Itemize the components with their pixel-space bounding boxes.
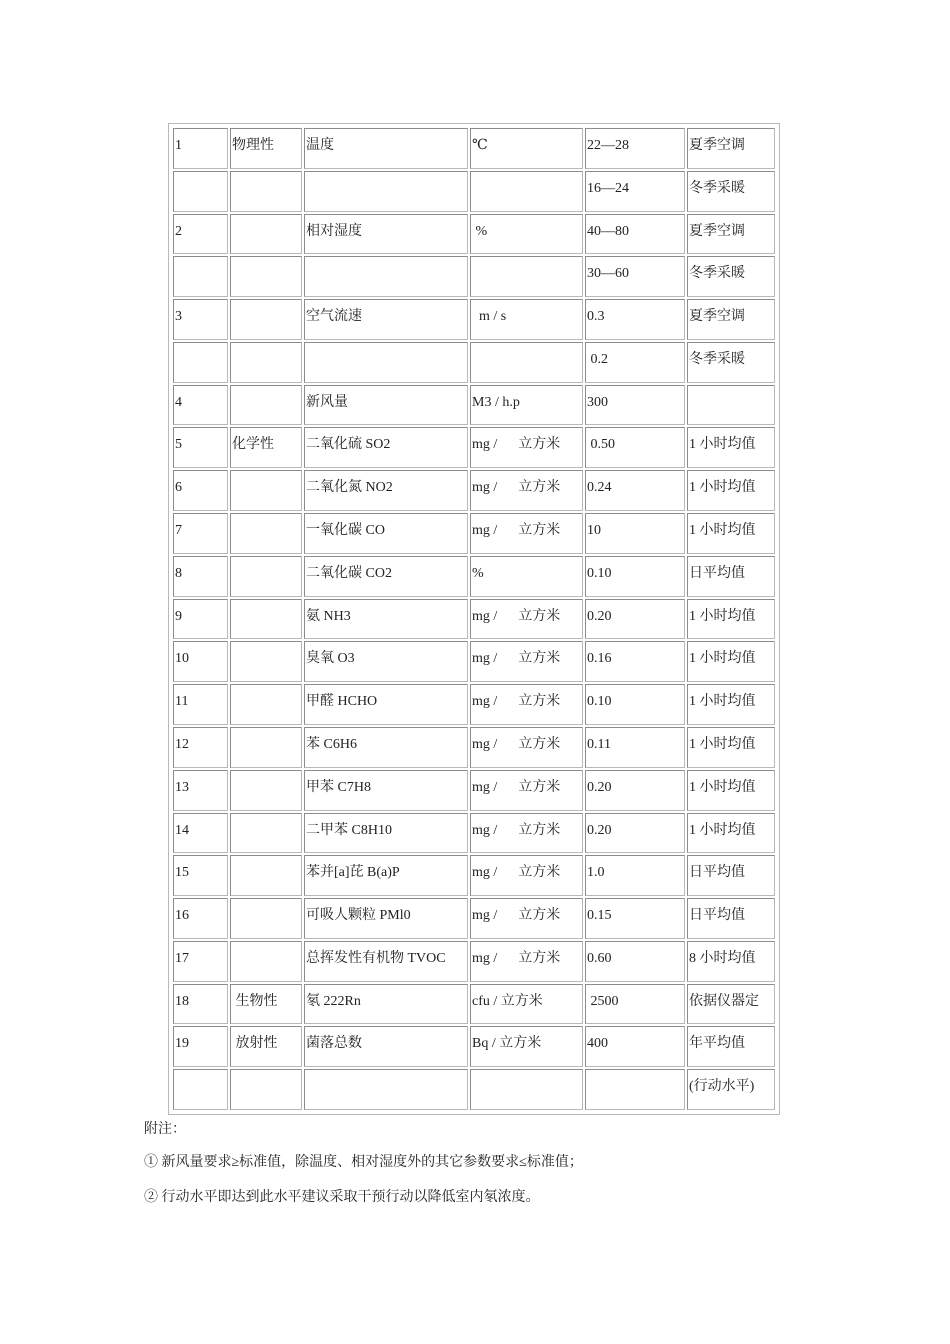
table-cell: 甲醛 HCHO bbox=[304, 684, 468, 725]
table-cell: (行动水平) bbox=[687, 1069, 775, 1110]
table-cell: 1 小时均值 bbox=[687, 641, 775, 682]
table-row bbox=[173, 599, 775, 640]
table-cell: 8 小时均值 bbox=[687, 941, 775, 982]
table-cell: 1 小时均值 bbox=[687, 770, 775, 811]
table-cell: mg / 立方米 bbox=[470, 641, 583, 682]
table-body bbox=[173, 128, 775, 1110]
table-cell: 0.24 bbox=[585, 470, 685, 511]
table-cell: 0.11 bbox=[585, 727, 685, 768]
table-cell: 日平均值 bbox=[687, 855, 775, 896]
table-row bbox=[173, 941, 775, 982]
table-cell: 0.3 bbox=[585, 299, 685, 340]
table-cell: 氡 222Rn bbox=[304, 984, 468, 1025]
table-cell: 臭氧 O3 bbox=[304, 641, 468, 682]
table-cell bbox=[230, 727, 302, 768]
table-cell: 30—60 bbox=[585, 256, 685, 297]
table-cell: 夏季空调 bbox=[687, 299, 775, 340]
table-row bbox=[173, 898, 775, 939]
table-row bbox=[173, 171, 775, 212]
table-cell: 冬季采暖 bbox=[687, 342, 775, 383]
table-cell: 16 bbox=[173, 898, 228, 939]
table-cell: 5 bbox=[173, 427, 228, 468]
table-cell: 年平均值 bbox=[687, 1026, 775, 1067]
table-cell bbox=[230, 855, 302, 896]
table-row bbox=[173, 256, 775, 297]
table-cell: 1 小时均值 bbox=[687, 513, 775, 554]
table-cell: 40—80 bbox=[585, 214, 685, 255]
table-cell bbox=[230, 1069, 302, 1110]
table-cell: 17 bbox=[173, 941, 228, 982]
table-cell bbox=[304, 256, 468, 297]
table-cell: 7 bbox=[173, 513, 228, 554]
table-cell: 0.10 bbox=[585, 556, 685, 597]
table-cell bbox=[230, 813, 302, 854]
table-cell: 6 bbox=[173, 470, 228, 511]
table-cell bbox=[230, 342, 302, 383]
table-cell: 夏季空调 bbox=[687, 128, 775, 169]
table-cell: cfu / 立方米 bbox=[470, 984, 583, 1025]
table-cell: 1.0 bbox=[585, 855, 685, 896]
table-cell bbox=[230, 684, 302, 725]
table-cell: 19 bbox=[173, 1026, 228, 1067]
table-cell bbox=[173, 342, 228, 383]
table-cell: 1 小时均值 bbox=[687, 599, 775, 640]
table-cell: 0.20 bbox=[585, 813, 685, 854]
table-cell: M3 / h.p bbox=[470, 385, 583, 426]
table-cell: 空气流速 bbox=[304, 299, 468, 340]
table-cell: mg / 立方米 bbox=[470, 470, 583, 511]
table-cell bbox=[230, 513, 302, 554]
table-cell: 化学性 bbox=[230, 427, 302, 468]
table-cell: 0.20 bbox=[585, 599, 685, 640]
table-cell bbox=[470, 342, 583, 383]
table-cell: 依据仪器定 bbox=[687, 984, 775, 1025]
table-cell: 氨 NH3 bbox=[304, 599, 468, 640]
table-cell: 二氧化硫 SO2 bbox=[304, 427, 468, 468]
table-cell: 8 bbox=[173, 556, 228, 597]
table-cell bbox=[173, 256, 228, 297]
table-cell: mg / 立方米 bbox=[470, 941, 583, 982]
table-cell: 二氧化氮 NO2 bbox=[304, 470, 468, 511]
table-cell: 夏季空调 bbox=[687, 214, 775, 255]
table-cell bbox=[230, 770, 302, 811]
table-cell: 总挥发性有机物 TVOC bbox=[304, 941, 468, 982]
table-cell bbox=[173, 171, 228, 212]
table-row bbox=[173, 984, 775, 1025]
table-cell: mg / 立方米 bbox=[470, 684, 583, 725]
table-cell: 300 bbox=[585, 385, 685, 426]
table-cell: 0.10 bbox=[585, 684, 685, 725]
table-cell: 1 小时均值 bbox=[687, 427, 775, 468]
table-cell bbox=[470, 171, 583, 212]
table-cell: 0.15 bbox=[585, 898, 685, 939]
table-cell: mg / 立方米 bbox=[470, 855, 583, 896]
table-cell: 苯 C6H6 bbox=[304, 727, 468, 768]
table-cell bbox=[173, 1069, 228, 1110]
table-row bbox=[173, 385, 775, 426]
table-cell: 甲苯 C7H8 bbox=[304, 770, 468, 811]
table-cell: 1 小时均值 bbox=[687, 727, 775, 768]
table-row bbox=[173, 684, 775, 725]
table-cell bbox=[585, 1069, 685, 1110]
table-cell bbox=[304, 171, 468, 212]
table-cell: 4 bbox=[173, 385, 228, 426]
table-cell bbox=[230, 171, 302, 212]
table-row bbox=[173, 813, 775, 854]
table-cell bbox=[230, 299, 302, 340]
table-cell: 一氧化碳 CO bbox=[304, 513, 468, 554]
table-cell: 2500 bbox=[585, 984, 685, 1025]
table-cell: 新风量 bbox=[304, 385, 468, 426]
table-row bbox=[173, 1069, 775, 1110]
table-cell: 菌落总数 bbox=[304, 1026, 468, 1067]
table-cell: 日平均值 bbox=[687, 898, 775, 939]
table-cell: 400 bbox=[585, 1026, 685, 1067]
table-cell: 15 bbox=[173, 855, 228, 896]
table-cell bbox=[304, 342, 468, 383]
table-cell: 14 bbox=[173, 813, 228, 854]
table-cell: 12 bbox=[173, 727, 228, 768]
table-cell: Bq / 立方米 bbox=[470, 1026, 583, 1067]
table-cell bbox=[230, 599, 302, 640]
table-cell: 1 小时均值 bbox=[687, 684, 775, 725]
table-cell: 9 bbox=[173, 599, 228, 640]
table-cell: 可吸人颗粒 PMl0 bbox=[304, 898, 468, 939]
table-cell: 2 bbox=[173, 214, 228, 255]
table-cell bbox=[230, 385, 302, 426]
notes-heading: 附注： bbox=[144, 1122, 186, 1137]
table-cell: 二氧化碳 CO2 bbox=[304, 556, 468, 597]
table-cell: 温度 bbox=[304, 128, 468, 169]
table-cell bbox=[687, 385, 775, 426]
table-cell: 放射性 bbox=[230, 1026, 302, 1067]
table-cell bbox=[230, 556, 302, 597]
table-cell bbox=[230, 256, 302, 297]
table-cell: 0.50 bbox=[585, 427, 685, 468]
table-row bbox=[173, 727, 775, 768]
table-row bbox=[173, 641, 775, 682]
table-cell bbox=[304, 1069, 468, 1110]
table-row bbox=[173, 128, 775, 169]
table-cell bbox=[230, 941, 302, 982]
table-cell bbox=[230, 214, 302, 255]
table-row bbox=[173, 214, 775, 255]
table-cell: 0.16 bbox=[585, 641, 685, 682]
table-cell: 相对湿度 bbox=[304, 214, 468, 255]
table-cell: 日平均值 bbox=[687, 556, 775, 597]
table-cell: % bbox=[470, 556, 583, 597]
table-cell: mg / 立方米 bbox=[470, 727, 583, 768]
table-cell: 生物性 bbox=[230, 984, 302, 1025]
table-cell: 16—24 bbox=[585, 171, 685, 212]
table-cell: 10 bbox=[585, 513, 685, 554]
table-cell bbox=[230, 898, 302, 939]
standards-table-frame bbox=[168, 123, 780, 1115]
table-cell: 1 小时均值 bbox=[687, 470, 775, 511]
standards-table bbox=[171, 126, 777, 1112]
table-cell: mg / 立方米 bbox=[470, 513, 583, 554]
note-item-1: ① 新风量要求≥标准值，除温度、相对湿度外的其它参数要求≤标准值； bbox=[144, 1155, 583, 1170]
table-cell: 10 bbox=[173, 641, 228, 682]
table-cell: 3 bbox=[173, 299, 228, 340]
table-cell bbox=[230, 641, 302, 682]
table-row bbox=[173, 427, 775, 468]
table-row bbox=[173, 855, 775, 896]
table-cell: 苯并[a]芘 B(a)P bbox=[304, 855, 468, 896]
table-cell: 18 bbox=[173, 984, 228, 1025]
table-cell: 1 小时均值 bbox=[687, 813, 775, 854]
table-cell: 冬季采暖 bbox=[687, 256, 775, 297]
table-cell bbox=[230, 470, 302, 511]
table-row bbox=[173, 1026, 775, 1067]
table-cell: mg / 立方米 bbox=[470, 427, 583, 468]
table-cell bbox=[470, 1069, 583, 1110]
table-cell: 11 bbox=[173, 684, 228, 725]
table-row bbox=[173, 470, 775, 511]
table-cell: 二甲苯 C8H10 bbox=[304, 813, 468, 854]
note-item-2: ② 行动水平即达到此水平建议采取干预行动以降低室内氡浓度。 bbox=[144, 1190, 540, 1205]
table-cell: ℃ bbox=[470, 128, 583, 169]
table-cell: m / s bbox=[470, 299, 583, 340]
table-row bbox=[173, 342, 775, 383]
table-cell: 22—28 bbox=[585, 128, 685, 169]
table-cell: % bbox=[470, 214, 583, 255]
table-cell: mg / 立方米 bbox=[470, 813, 583, 854]
table-row bbox=[173, 770, 775, 811]
table-cell: 冬季采暖 bbox=[687, 171, 775, 212]
table-cell: 0.20 bbox=[585, 770, 685, 811]
table-cell: 1 bbox=[173, 128, 228, 169]
table-cell: mg / 立方米 bbox=[470, 898, 583, 939]
table-row bbox=[173, 299, 775, 340]
table-cell: mg / 立方米 bbox=[470, 599, 583, 640]
table-cell: mg / 立方米 bbox=[470, 770, 583, 811]
table-row bbox=[173, 556, 775, 597]
table-row bbox=[173, 513, 775, 554]
table-cell: 0.60 bbox=[585, 941, 685, 982]
table-cell bbox=[470, 256, 583, 297]
table-cell: 0.2 bbox=[585, 342, 685, 383]
table-cell: 物理性 bbox=[230, 128, 302, 169]
table-cell: 13 bbox=[173, 770, 228, 811]
